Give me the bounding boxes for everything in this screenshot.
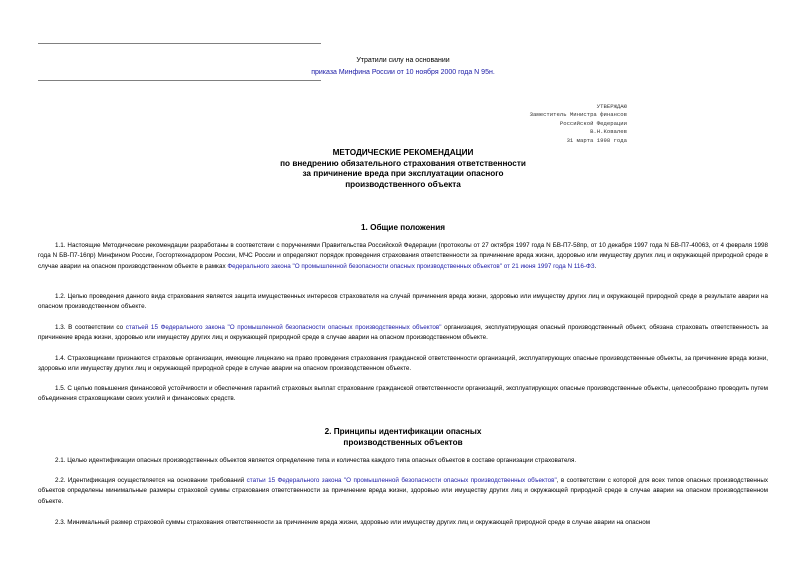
paragraph-1-2: 1.2. Целью проведения данного вида страхования является защита имущественных интересов страхователя на случай причинения вреда жизни, здоровью или имуществу других лиц и окружающей природной среде в результате аварии на опасном производственном объекте. <box>38 293 768 311</box>
title-line: производственного объекта <box>345 179 461 189</box>
article-15-link[interactable]: статьей 15 Федерального закона "О промышленной безопасности опасных производственных объектов" <box>125 324 442 331</box>
repeal-notice <box>38 56 768 77</box>
approval-stamp <box>530 103 627 145</box>
title-line: по внедрению обязательного страхования ответственности <box>280 158 526 168</box>
document-title <box>38 148 768 190</box>
approval-line: УТВЕРЖДАЮ <box>596 103 627 110</box>
paragraph-text: 2.2. Идентификация осуществляется на основании требований <box>55 477 247 484</box>
paragraph-text: 1.1. Настоящие Методические рекомендации разработаны в соответствии с поручениями Правительства Российской Федерации (протоколы от 27 октября 1997 года N БВ-П7-58пр, от 10 декабря 1997 года N БВ-П7-40063, от 4 февраля 1998 года N БВ-П7-16пр) Минфином России, Госгортехнадзором России, МЧС России и определяют порядок проведения страхования ответственности за причинение вреда жизни, здоровью или имуществу других лиц и окружающей природной среде в случае аварии на опасном производственном объекте в рамках <box>38 242 768 270</box>
paragraph-text: 1.3. В соответствии со <box>55 324 126 331</box>
repeal-notice-text: Утратили силу на основании <box>356 57 450 64</box>
paragraph-1-4: 1.4. Страховщиками признаются страховые организации, имеющие лицензию на право проведения страхования гражданской ответственности организаций, эксплуатирующих опасные производственные объекты, за причинение вреда жизни, здоровью или имуществу других лиц и окружающей природной среде в случае аварии на опасном производственном объекте. <box>38 355 768 373</box>
approval-line: Российской Федерации <box>559 119 627 127</box>
paragraph-1-3 <box>38 323 768 344</box>
bottom-divider <box>38 80 321 81</box>
approval-line: Заместитель Министра финансов <box>529 111 627 119</box>
title-line: МЕТОДИЧЕСКИЕ РЕКОМЕНДАЦИИ <box>332 148 474 157</box>
section-1-heading: 1. Общие положения <box>360 223 446 232</box>
approval-line: 31 марта 1998 года <box>566 136 627 144</box>
paragraph-2-3: 2.3. Минимальный размер страховой суммы страхования ответственности за причинение вреда жизни, здоровью или имуществу других лиц и окружающей природной среде в случае аварии на опасном <box>55 519 651 526</box>
paragraph-1-5: 1.5. С целью повышения финансовой устойчивости и обеспечения гарантий страховых выплат страхование гражданской ответственности организаций, эксплуатирующих опасные производственные объекты, целесообразно проводить путем объединения страховщиками своих усилий и финансовых средств. <box>38 385 768 403</box>
top-divider <box>38 43 321 44</box>
title-line: за причинение вреда при эксплуатации опасного <box>302 169 504 179</box>
federal-law-link[interactable]: Федерального закона "О промышленной безопасности опасных производственных объектов" от 21 июня 1997 года N 116-ФЗ <box>227 262 595 270</box>
repeal-order-link[interactable]: приказа Минфина России от 10 ноября 2000 года N 95н. <box>311 69 495 76</box>
paragraph-text: организация, эксплуатирующая опасный производственный объект, обязана страховать ответственность за причинение вреда жизни, здоровью или имуществу других лиц и окружающей природной среде в случае аварии на опасном производственном объекте. <box>38 324 769 342</box>
section-2-heading <box>38 426 768 448</box>
paragraph-1-1 <box>38 241 768 272</box>
article-15-link[interactable]: статьи 15 Федерального закона "О промышленной безопасности опасных производственных объектов" <box>246 477 557 484</box>
paragraph-2-1: 2.1. Целью идентификации опасных производственных объектов является определение типа и количества каждого типа опасных объектов в составе организации страхователя. <box>55 457 577 464</box>
approval-line: В.Н.Ковалев <box>590 128 627 136</box>
paragraph-2-2 <box>38 476 768 507</box>
paragraph-text: . <box>594 262 597 270</box>
section-2-line: 2. Принципы идентификации опасных <box>324 427 482 436</box>
section-2-line: производственных объектов <box>343 438 463 447</box>
paragraph-text: , в соответствии с которой для всех типов опасных производственных объектов определены минимальные размеры страховой суммы страхования ответственности за причинение вреда жизни, здоровью или имуществу других лиц и окружающей природной среде в случае аварии на опасном производственном объекте. <box>38 477 768 505</box>
